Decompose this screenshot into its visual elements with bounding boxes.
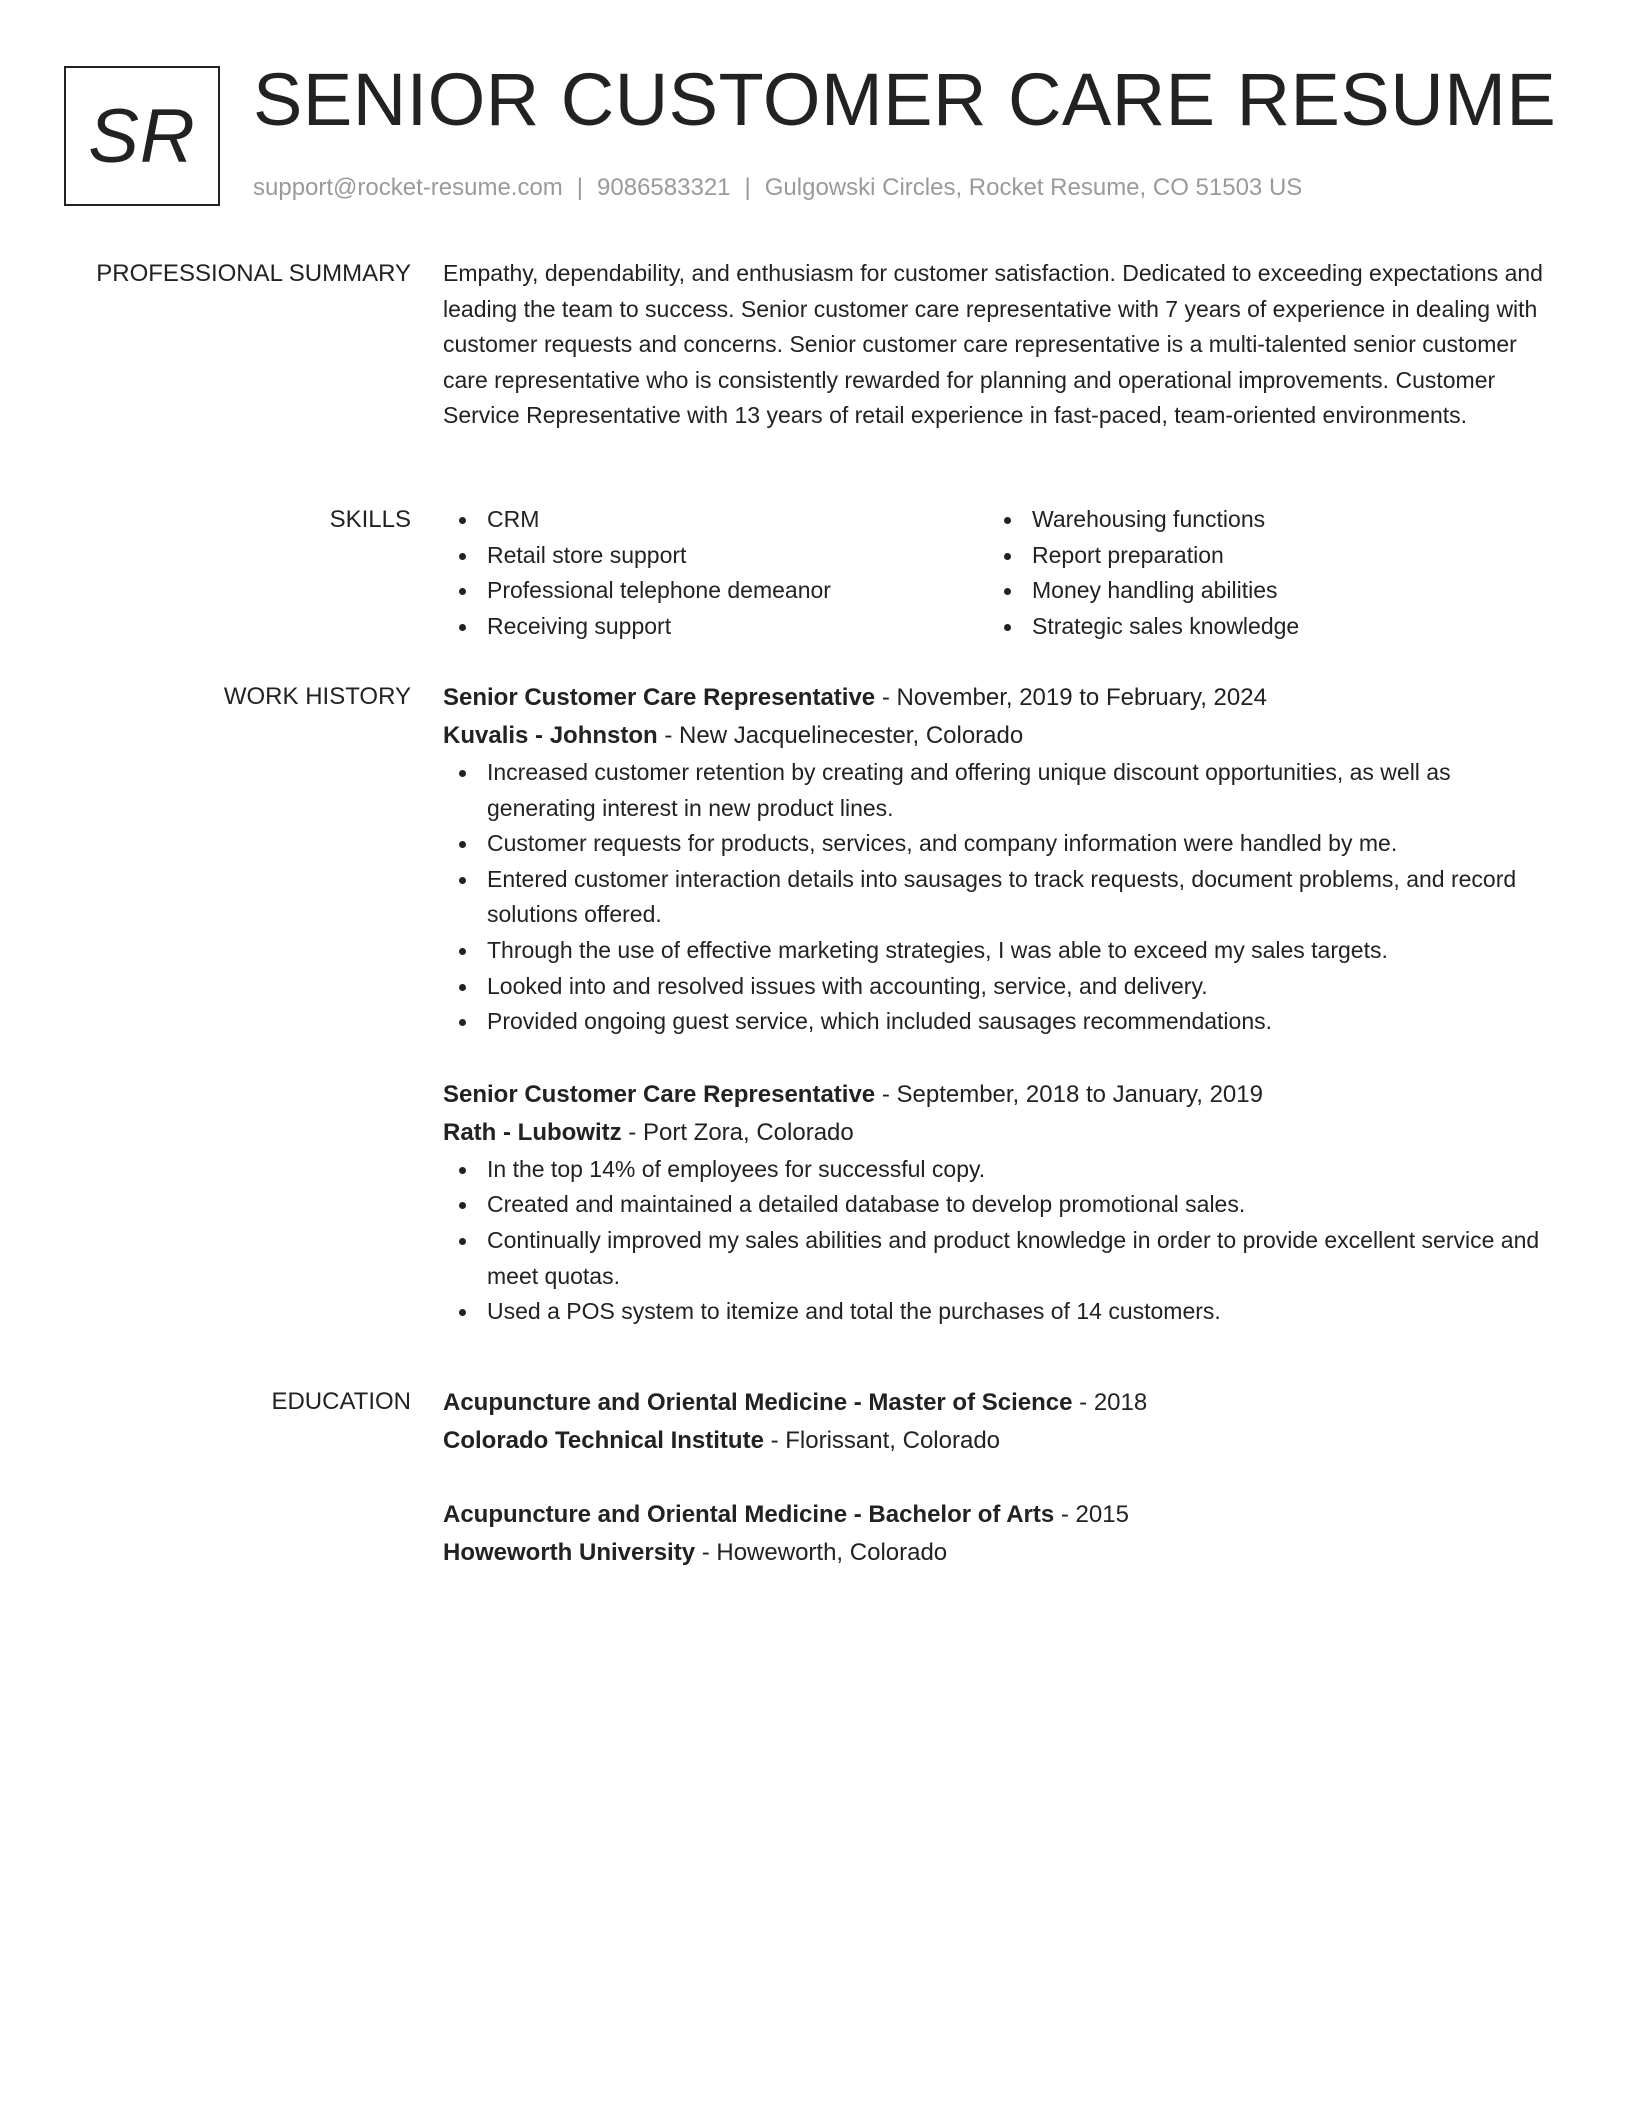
school: Colorado Technical Institute xyxy=(443,1427,764,1454)
school-line xyxy=(443,1534,1555,1572)
job-bullet: Through the use of effective marketing strategies, I was able to exceed my sales targets. xyxy=(487,933,1555,969)
job-title-line xyxy=(443,1076,1555,1114)
job-location: - New Jacquelinecester, Colorado xyxy=(657,722,1024,749)
job-bullet: Provided ongoing guest service, which included sausages recommendations. xyxy=(487,1004,1555,1040)
contact-email[interactable]: support@rocket-resume.com xyxy=(253,174,563,201)
contact-line xyxy=(253,172,1302,204)
education-body xyxy=(443,1384,1555,1572)
work-history-heading: WORK HISTORY xyxy=(223,683,411,710)
degree-year: - 2018 xyxy=(1072,1389,1148,1416)
job-company-line xyxy=(443,717,1555,755)
skills-column-right xyxy=(988,502,1533,644)
contact-separator: | xyxy=(744,174,751,201)
education-entry xyxy=(443,1496,1555,1572)
skills-list-left xyxy=(443,502,988,644)
skills-columns xyxy=(443,502,1555,644)
job-company-line xyxy=(443,1114,1555,1152)
work-history-body xyxy=(443,679,1555,1330)
job-entry xyxy=(443,679,1555,1040)
summary-body xyxy=(443,256,1555,434)
contact-separator: | xyxy=(576,174,584,201)
monogram-box xyxy=(64,66,220,206)
job-entry xyxy=(443,1076,1555,1330)
education-heading: EDUCATION xyxy=(271,1388,411,1415)
job-company: Kuvalis - Johnston xyxy=(443,722,658,749)
skill-item: Warehousing functions xyxy=(1032,502,1533,538)
contact-address: Gulgowski Circles, Rocket Resume, CO 51503 US xyxy=(764,174,1303,201)
job-bullet: Entered customer interaction details into sausages to track requests, document problems, and record solutions offered. xyxy=(487,862,1555,933)
job-bullet: Customer requests for products, services, and company information were handled by me. xyxy=(487,826,1555,862)
job-company: Rath - Lubowitz xyxy=(443,1118,622,1146)
job-title-line xyxy=(443,679,1555,717)
job-bullet-list xyxy=(443,755,1555,1040)
job-dates: - September, 2018 to January, 2019 xyxy=(875,1080,1263,1108)
job-bullet: Used a POS system to itemize and total the purchases of 14 customers. xyxy=(487,1294,1555,1330)
job-bullet: Looked into and resolved issues with accounting, service, and delivery. xyxy=(487,969,1555,1005)
degree-line xyxy=(443,1496,1555,1534)
degree: Acupuncture and Oriental Medicine - Master of Science xyxy=(443,1389,1073,1416)
summary-text: Empathy, dependability, and enthusiasm for customer satisfaction. Dedicated to exceeding expectations and leading the team to success. Senior customer care representative with 7 years of experience in dealing with customer requests and concerns. Senior customer care representative is a multi-talented senior customer care representative who is consistently rewarded for planning and operational improvements. Customer Service Representative with 13 years of retail experience in fast-paced, team-oriented environments. xyxy=(443,260,1543,429)
degree: Acupuncture and Oriental Medicine - Bachelor of Arts xyxy=(443,1501,1055,1528)
skills-column-left xyxy=(443,502,988,644)
skill-item: Professional telephone demeanor xyxy=(487,573,988,609)
school-location: - Howeworth, Colorado xyxy=(695,1539,948,1566)
job-title: Senior Customer Care Representative xyxy=(443,684,876,711)
job-bullet: Increased customer retention by creating and offering unique discount opportunities, as well as generating interest in new product lines. xyxy=(487,755,1555,826)
skill-item: CRM xyxy=(487,502,988,538)
job-dates: - November, 2019 to February, 2024 xyxy=(875,684,1267,711)
job-location: - Port Zora, Colorado xyxy=(621,1118,854,1146)
job-bullet: In the top 14% of employees for successful copy. xyxy=(487,1152,1555,1188)
skill-item: Money handling abilities xyxy=(1032,573,1533,609)
skill-item: Strategic sales knowledge xyxy=(1032,609,1533,645)
degree-line xyxy=(443,1384,1555,1422)
job-bullet: Continually improved my sales abilities and product knowledge in order to provide excellent service and meet quotas. xyxy=(487,1223,1555,1294)
skills-body xyxy=(443,502,1555,644)
skills-list-right xyxy=(988,502,1533,644)
monogram-initials: SR xyxy=(88,93,196,179)
school-location: - Florissant, Colorado xyxy=(763,1427,1001,1454)
job-bullet-list xyxy=(443,1152,1555,1330)
degree-year: - 2015 xyxy=(1054,1501,1129,1528)
education-entry xyxy=(443,1384,1555,1460)
job-title: Senior Customer Care Representative xyxy=(443,1080,876,1108)
summary-heading: PROFESSIONAL SUMMARY xyxy=(96,260,411,287)
school: Howeworth University xyxy=(443,1539,696,1566)
resume-title: SENIOR CUSTOMER CARE RESUME xyxy=(253,58,1557,141)
skill-item: Report preparation xyxy=(1032,538,1533,574)
contact-phone[interactable]: 9086583321 xyxy=(597,174,731,201)
school-line xyxy=(443,1422,1555,1460)
skills-heading: SKILLS xyxy=(329,506,411,533)
skill-item: Receiving support xyxy=(487,609,988,645)
skill-item: Retail store support xyxy=(487,538,988,574)
job-bullet: Created and maintained a detailed database to develop promotional sales. xyxy=(487,1187,1555,1223)
